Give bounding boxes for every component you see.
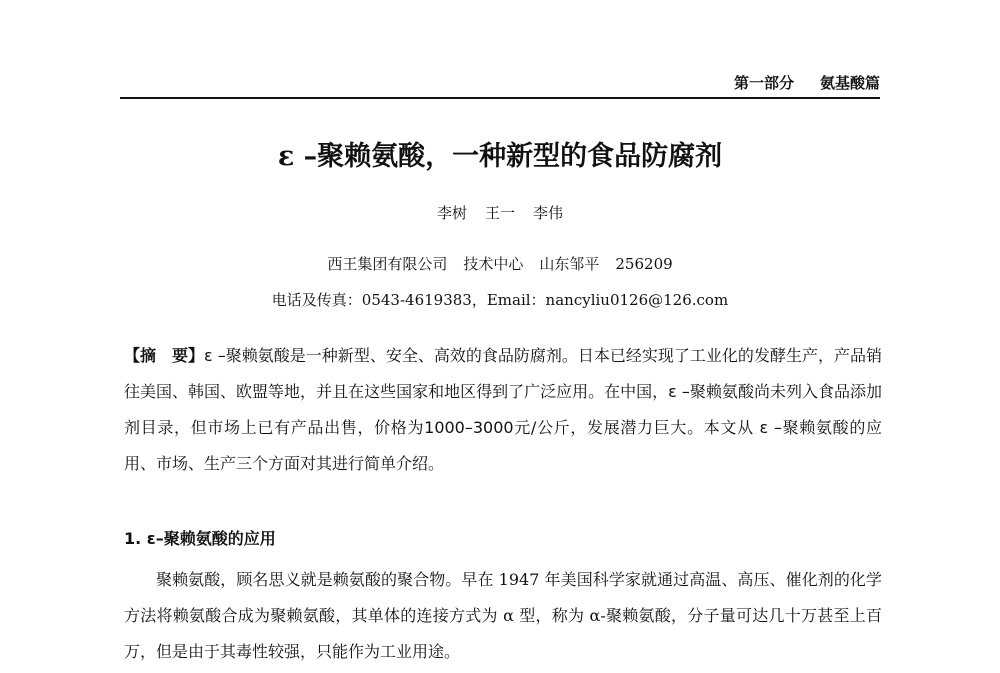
- abstract-text: ε –聚赖氨酸是一种新型、安全、高效的食品防腐剂。日本已经实现了工业化的发酵生产，产品销往美国、韩国、欧盟等地，并且在这些国家和地区得到了广泛应用。在中国，ε –聚赖氨酸尚未列入食品添加剂目录，但市场上已有产品出售，价格为1000–3000元/公斤，发展潜力巨大。本文从 ε –聚赖氨酸的应用、市场、生产三个方面对其进行简单介绍。: [124, 346, 882, 473]
- header-part: 第一部分: [733, 74, 794, 92]
- author-list: [120, 202, 880, 223]
- running-header: [120, 72, 880, 93]
- affiliation-location: 山东邹平: [539, 255, 600, 273]
- author: 李树: [436, 204, 467, 222]
- section-heading: 1. ε–聚赖氨酸的应用: [124, 529, 276, 548]
- author: 李伟: [533, 204, 564, 222]
- abstract: [124, 338, 882, 482]
- paper-title: ε –聚赖氨酸，一种新型的食品防腐剂: [277, 141, 723, 172]
- affiliation: [120, 253, 880, 274]
- affiliation-department: 技术中心: [463, 255, 524, 273]
- body-paragraph: 聚赖氨酸，顾名思义就是赖氨酸的聚合物。早在 1947 年美国科学家就通过高温、高压、催化剂的化学方法将赖氨酸合成为聚赖氨酸，其单体的连接方式为 α 型，称为 α-聚赖氨酸，分子量可达几十万甚至上百万，但是由于其毒性较强，只能作为工业用途。: [124, 570, 882, 661]
- header-section: 氨基酸篇: [819, 74, 880, 92]
- author: 王一: [484, 204, 515, 222]
- contact-line: 电话及传真：0543-4619383，Email：nancyliu0126@126.com: [271, 291, 729, 309]
- affiliation-postcode: 256209: [615, 255, 673, 273]
- abstract-label: 【摘 要】: [124, 346, 205, 365]
- affiliation-company: 西王集团有限公司: [327, 255, 448, 273]
- header-rule: [120, 97, 880, 99]
